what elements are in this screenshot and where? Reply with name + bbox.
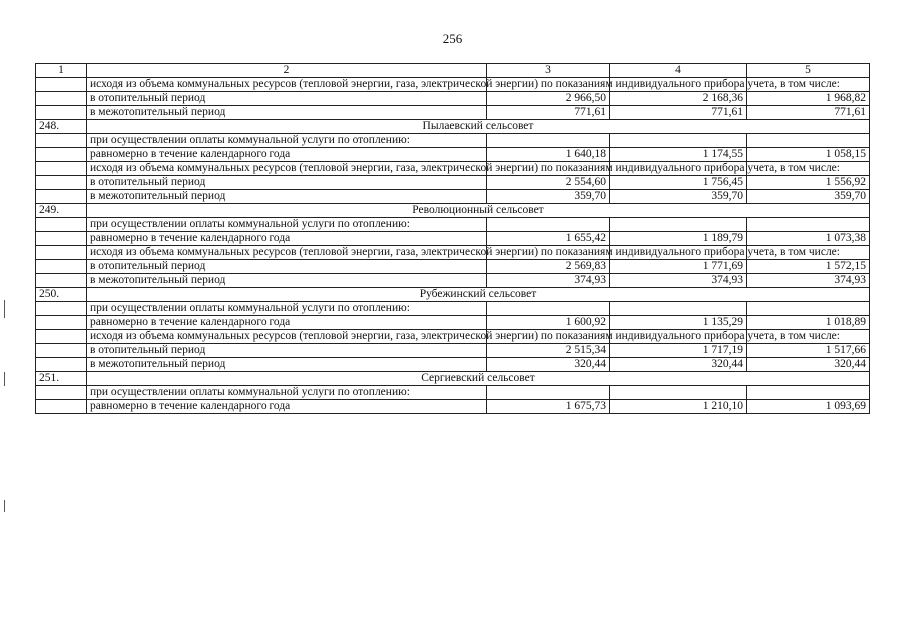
value-cell: 1 093,69 <box>747 400 870 414</box>
row-number <box>36 358 87 372</box>
scan-margin-mark <box>4 500 5 512</box>
row-number <box>36 246 87 260</box>
value-cell: 1 189,79 <box>610 232 747 246</box>
table-row <box>36 218 870 232</box>
table-row <box>36 274 870 288</box>
value-cell: 1 517,66 <box>747 344 870 358</box>
value-cell: 771,61 <box>487 106 610 120</box>
section-title: Сергиевский сельсовет <box>87 372 870 386</box>
row-number: 249. <box>36 204 87 218</box>
table-row <box>36 400 870 414</box>
section-title: Пылаевский сельсовет <box>87 120 870 134</box>
value-cell: 1 640,18 <box>487 148 610 162</box>
section-row <box>36 204 870 218</box>
table-row <box>36 316 870 330</box>
table-row <box>36 162 870 176</box>
value-cell: 359,70 <box>747 190 870 204</box>
value-cell: 320,44 <box>487 358 610 372</box>
row-number <box>36 400 87 414</box>
value-cell: 2 569,83 <box>487 260 610 274</box>
value-cell <box>747 302 870 316</box>
value-cell: 771,61 <box>747 106 870 120</box>
value-cell <box>610 386 747 400</box>
scan-margin-mark <box>4 372 5 386</box>
value-cell <box>747 218 870 232</box>
section-title: Революционный сельсовет <box>87 204 870 218</box>
table-row <box>36 78 870 92</box>
row-description: равномерно в течение календарного года <box>87 316 487 330</box>
row-description: исходя из объема коммунальных ресурсов (тепловой энергии, газа, электрической энергии) по показаниям индивидуального прибора учета, в том числе: <box>87 78 487 92</box>
value-cell: 320,44 <box>610 358 747 372</box>
row-description: равномерно в течение календарного года <box>87 232 487 246</box>
column-header: 4 <box>610 64 747 78</box>
value-cell: 1 058,15 <box>747 148 870 162</box>
value-cell: 374,93 <box>747 274 870 288</box>
row-description: в отопительный период <box>87 344 487 358</box>
value-cell: 359,70 <box>487 190 610 204</box>
column-header: 5 <box>747 64 870 78</box>
row-description: в отопительный период <box>87 176 487 190</box>
row-description: при осуществлении оплаты коммунальной услуги по отоплению: <box>87 218 487 232</box>
row-description: в межотопительный период <box>87 358 487 372</box>
value-cell: 1 771,69 <box>610 260 747 274</box>
value-cell: 320,44 <box>747 358 870 372</box>
value-cell <box>610 134 747 148</box>
scan-margin-mark <box>4 300 5 318</box>
value-cell: 1 717,19 <box>610 344 747 358</box>
value-cell: 2 966,50 <box>487 92 610 106</box>
page-number: 256 <box>442 31 463 46</box>
row-description: в отопительный период <box>87 92 487 106</box>
table-row <box>36 92 870 106</box>
section-row <box>36 372 870 386</box>
value-cell: 1 655,42 <box>487 232 610 246</box>
value-cell: 2 554,60 <box>487 176 610 190</box>
value-cell <box>487 386 610 400</box>
value-cell: 359,70 <box>610 190 747 204</box>
column-header: 1 <box>36 64 87 78</box>
row-description: в межотопительный период <box>87 106 487 120</box>
value-cell: 1 556,92 <box>747 176 870 190</box>
value-cell: 1 968,82 <box>747 92 870 106</box>
table-row <box>36 302 870 316</box>
row-number <box>36 260 87 274</box>
row-number: 251. <box>36 372 87 386</box>
value-cell: 1 210,10 <box>610 400 747 414</box>
value-cell: 1 572,15 <box>747 260 870 274</box>
table-row <box>36 358 870 372</box>
row-description: равномерно в течение календарного года <box>87 148 487 162</box>
row-description: исходя из объема коммунальных ресурсов (тепловой энергии, газа, электрической энергии) по показаниям индивидуального прибора учета, в том числе: <box>87 330 487 344</box>
row-number <box>36 274 87 288</box>
table-row <box>36 344 870 358</box>
row-description: равномерно в течение календарного года <box>87 400 487 414</box>
row-number <box>36 190 87 204</box>
table-body <box>36 78 870 414</box>
row-description: в отопительный период <box>87 260 487 274</box>
row-number: 250. <box>36 288 87 302</box>
row-description: при осуществлении оплаты коммунальной услуги по отоплению: <box>87 386 487 400</box>
row-description: в межотопительный период <box>87 274 487 288</box>
column-header: 3 <box>487 64 610 78</box>
row-number <box>36 106 87 120</box>
tariff-table <box>35 63 870 414</box>
value-cell: 1 600,92 <box>487 316 610 330</box>
value-cell: 1 174,55 <box>610 148 747 162</box>
value-cell: 2 168,36 <box>610 92 747 106</box>
value-cell <box>747 386 870 400</box>
value-cell <box>610 302 747 316</box>
value-cell: 1 756,45 <box>610 176 747 190</box>
value-cell: 374,93 <box>487 274 610 288</box>
value-cell: 374,93 <box>610 274 747 288</box>
table-row <box>36 106 870 120</box>
row-number: 248. <box>36 120 87 134</box>
table-row <box>36 386 870 400</box>
value-cell <box>487 134 610 148</box>
row-number <box>36 218 87 232</box>
value-cell: 1 675,73 <box>487 400 610 414</box>
table-row <box>36 134 870 148</box>
value-cell <box>610 218 747 232</box>
row-description: исходя из объема коммунальных ресурсов (тепловой энергии, газа, электрической энергии) по показаниям индивидуального прибора учета, в том числе: <box>87 246 487 260</box>
table-row <box>36 148 870 162</box>
value-cell: 771,61 <box>610 106 747 120</box>
value-cell <box>487 302 610 316</box>
value-cell: 2 515,34 <box>487 344 610 358</box>
row-number <box>36 302 87 316</box>
table-row <box>36 190 870 204</box>
section-row <box>36 288 870 302</box>
row-number <box>36 176 87 190</box>
table-row <box>36 232 870 246</box>
row-number <box>36 148 87 162</box>
column-header: 2 <box>87 64 487 78</box>
value-cell: 1 135,29 <box>610 316 747 330</box>
section-row <box>36 120 870 134</box>
row-description: исходя из объема коммунальных ресурсов (тепловой энергии, газа, электрической энергии) по показаниям индивидуального прибора учета, в том числе: <box>87 162 487 176</box>
row-number <box>36 232 87 246</box>
table-row <box>36 330 870 344</box>
row-number <box>36 330 87 344</box>
value-cell: 1 073,38 <box>747 232 870 246</box>
row-description: при осуществлении оплаты коммунальной услуги по отоплению: <box>87 302 487 316</box>
value-cell: 1 018,89 <box>747 316 870 330</box>
row-description: при осуществлении оплаты коммунальной услуги по отоплению: <box>87 134 487 148</box>
section-title: Рубежинский сельсовет <box>87 288 870 302</box>
row-number <box>36 92 87 106</box>
row-number <box>36 78 87 92</box>
row-number <box>36 162 87 176</box>
column-number-row <box>36 64 870 78</box>
row-number <box>36 316 87 330</box>
value-cell <box>487 218 610 232</box>
table-row <box>36 246 870 260</box>
row-description: в межотопительный период <box>87 190 487 204</box>
table-row <box>36 176 870 190</box>
value-cell <box>747 134 870 148</box>
row-number <box>36 344 87 358</box>
table-row <box>36 260 870 274</box>
row-number <box>36 386 87 400</box>
row-number <box>36 134 87 148</box>
